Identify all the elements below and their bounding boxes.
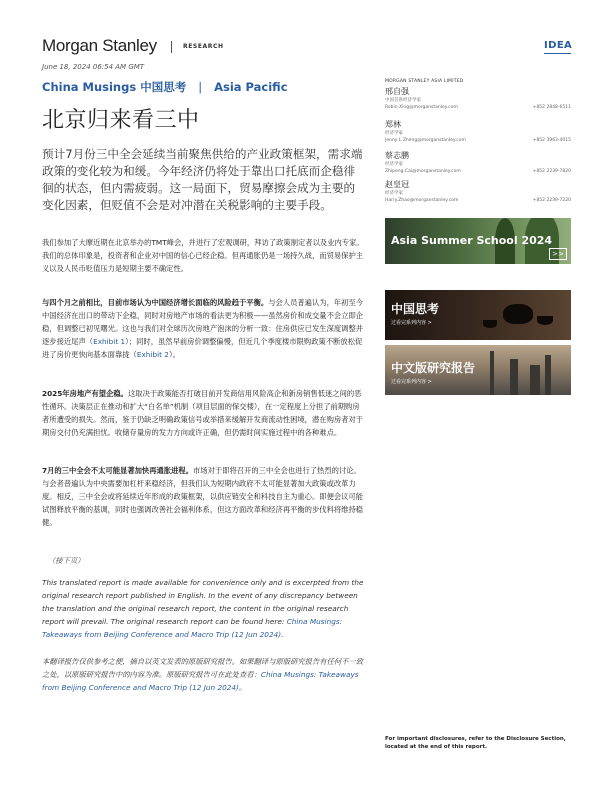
teacup-icon: [537, 316, 553, 325]
analyst-role: 经济学家: [385, 191, 403, 196]
analyst-phone: +852 3963-4015: [532, 138, 571, 143]
analyst-card: [385, 151, 571, 175]
lead-summary: 预计7月份三中全会延续当前聚焦供给的产业政策框架，需求端政策的变化较为和缓。今年经济仍将处于靠出口托底而企稳徘徊的状态，但内需疲弱。这一局面下，贸易摩擦会成为主要的变化因素，但贬值不会是对冲潜在关税影响的主要手段。: [42, 147, 363, 212]
promo-chinese-reports[interactable]: [385, 345, 571, 395]
paragraph-intro: 我们参加了大摩近期在北京举办的TMT峰会，并进行了宏观调研，拜访了政策制定者以及业内专家。我们的总体印象是，投资者和企业对中国的信心已经企稳。但再通胀仍是一场持久战，而贸易保护主义以及人民币贬值压力是短期主要不确定性。: [42, 238, 364, 273]
tower-shape: [530, 365, 540, 395]
analyst-email[interactable]: Harry.Zhao@morganstanley.com: [385, 198, 459, 203]
original-report-link-en[interactable]: China Musings: Takeaways from Beijing Conference and Macro Trip (12 Jun 2024): [42, 617, 343, 639]
promo-asia-summer-school[interactable]: [385, 218, 571, 264]
paragraph-plenum-text: 市场对于即将召开的三中全会也进行了热烈的讨论。与会者普遍认为中央需要加杠杆来稳经济，但我们认为短期内政府不太可能显著加大政策或改革力度。相反，三中全会或将延续近年形成的政策框架，以供应链安全和科技自主为重心。即便会议可能试图释放平衡的基调，同时也强调改善社会福利体系，但这方面改革和经济再平衡的步伐料将维持稳健。: [42, 466, 364, 527]
paragraph-risks-text3: ）。: [168, 350, 180, 359]
series-line: [42, 79, 288, 95]
paragraph-risks-text1: 与会人员普遍认为，年初至今中国经济在出口的带动下企稳，同时对房地产市场的看法更为积极——虽然房价和成交量不会立即企稳，但调整已初见曙光。这也与我们对全球历次房地产泡沫的分析一致：住房供应已发生深度调整并逐步接近尾声（: [42, 298, 364, 346]
analyst-email[interactable]: Jenny L Zheng@morganstanley.com: [385, 138, 466, 143]
tower-shape: [490, 351, 494, 395]
paragraph-property-lead: 2025年房地产有望企稳。: [42, 389, 128, 398]
analyst-name: 邢自强: [385, 87, 409, 96]
firm-name: MORGAN STANLEY ASIA LIMITED: [385, 79, 464, 84]
logo-divider: [171, 41, 172, 53]
analyst-card: [385, 87, 571, 111]
analyst-role: 经济学家: [385, 162, 403, 167]
paragraph-property-text: 这取决于政策能否打破目前开发商信用风险高企和新房销售低迷之间的恶性循环。决策层正在推动和扩大“白名单”机制（项目层面的保交楼），在一定程度上分担了前期购房者所遭受的损失。然而，鉴于仍缺乏明确政策信号或举措来缓解开发商流动性困境，潜在购房者对于期房交付仍充满担忧。收储存量房的发力方向或许正确，但仍需时间实施过程中的各种难点。: [42, 389, 364, 437]
series-separator: |: [198, 80, 203, 94]
paragraph-plenum-lead: 7月的三中全会不太可能显著加快再通胀进程。: [42, 466, 194, 475]
analyst-name: 郑林: [385, 120, 401, 129]
disclosure-footnote: For important disclosures, refer to the Disclosure Section, located at the end of this report.: [385, 736, 566, 750]
analyst-email[interactable]: Robin.Xing@morganstanley.com: [385, 105, 458, 110]
series-name[interactable]: China Musings 中国思考: [42, 80, 187, 94]
analyst-name: 蔡志鹏: [385, 151, 409, 160]
tower-shape: [510, 359, 518, 395]
continued-note: （接下页）: [48, 556, 85, 565]
disclaimer-chinese-end: 。: [238, 683, 247, 692]
analyst-phone: +852 2239-7820: [532, 169, 571, 174]
idea-underline: [544, 53, 571, 54]
analyst-card: [385, 120, 571, 144]
promo-subtitle: 过看完系列内容 >: [391, 320, 432, 326]
analyst-role: 中国首席经济学家: [385, 98, 421, 103]
analyst-phone: +852 2848-6511: [532, 105, 571, 110]
analyst-card: [385, 180, 571, 204]
analyst-name: 赵皇冠: [385, 180, 409, 189]
disclaimer-english: [42, 576, 364, 641]
disclaimer-english-end: .: [281, 630, 284, 639]
disclaimer-chinese-text: 本翻译报告仅供参考之便，摘自以英文发表的原版研究报告。如果翻译与原版研究报告有任何不一致之处，以原版研究报告中的内容为准。原版研究报告可在此处查看：: [42, 657, 364, 679]
paragraph-risks: [42, 296, 364, 361]
teacup-icon: [483, 320, 497, 328]
exhibit-1-link[interactable]: Exhibit 1: [93, 337, 126, 346]
promo-china-musings[interactable]: [385, 290, 571, 340]
exhibit-2-link[interactable]: Exhibit 2: [136, 350, 169, 359]
series-region[interactable]: Asia Pacific: [214, 80, 288, 94]
disclaimer-english-text: This translated report is made available for convenience only and is excerpted from the original research report published in English. In the event of any discrepancy between the translation and the original research report, the content in the original research report will prevail. The original research report can be found here:: [42, 578, 364, 626]
paragraph-risks-text2: ）；同时，虽然早前房价调整偏慢，但近几个季度楼市限购政策不断放松促进了房价更快向基本面靠拢（: [42, 337, 363, 359]
research-label: RESEARCH: [183, 43, 224, 50]
analyst-role: 经济学家: [385, 131, 403, 136]
disclaimer-chinese: [42, 655, 364, 694]
paragraph-plenum: [42, 464, 364, 529]
morgan-stanley-logo: Morgan Stanley: [42, 36, 157, 55]
teapot-icon: [503, 304, 533, 324]
analyst-email[interactable]: Zhipeng.Cai@morganstanley.com: [385, 169, 461, 174]
promo-title: 中国思考: [391, 302, 440, 316]
idea-label: IDEA: [544, 40, 573, 51]
promo-title: 中文版研究报告: [391, 361, 476, 375]
paragraph-property: [42, 387, 364, 439]
analyst-phone: +852 2239-7220: [532, 198, 571, 203]
promo-title: Asia Summer School 2024: [391, 234, 553, 247]
publish-date: June 18, 2024 06:54 AM GMT: [42, 63, 145, 71]
original-report-link-cn[interactable]: China Musings: Takeaways from Beijing Conference and Macro Trip (12 Jun 2024): [42, 670, 359, 692]
report-title: 北京归来看三中: [42, 108, 200, 133]
promo-subtitle: 过看完系列内容 >: [391, 379, 432, 385]
tower-shape: [545, 355, 551, 395]
double-chevron-icon[interactable]: >>: [549, 248, 567, 260]
paragraph-risks-lead: 与四个月之前相比，目前市场认为中国经济增长面临的风险趋于平衡。: [42, 298, 269, 307]
